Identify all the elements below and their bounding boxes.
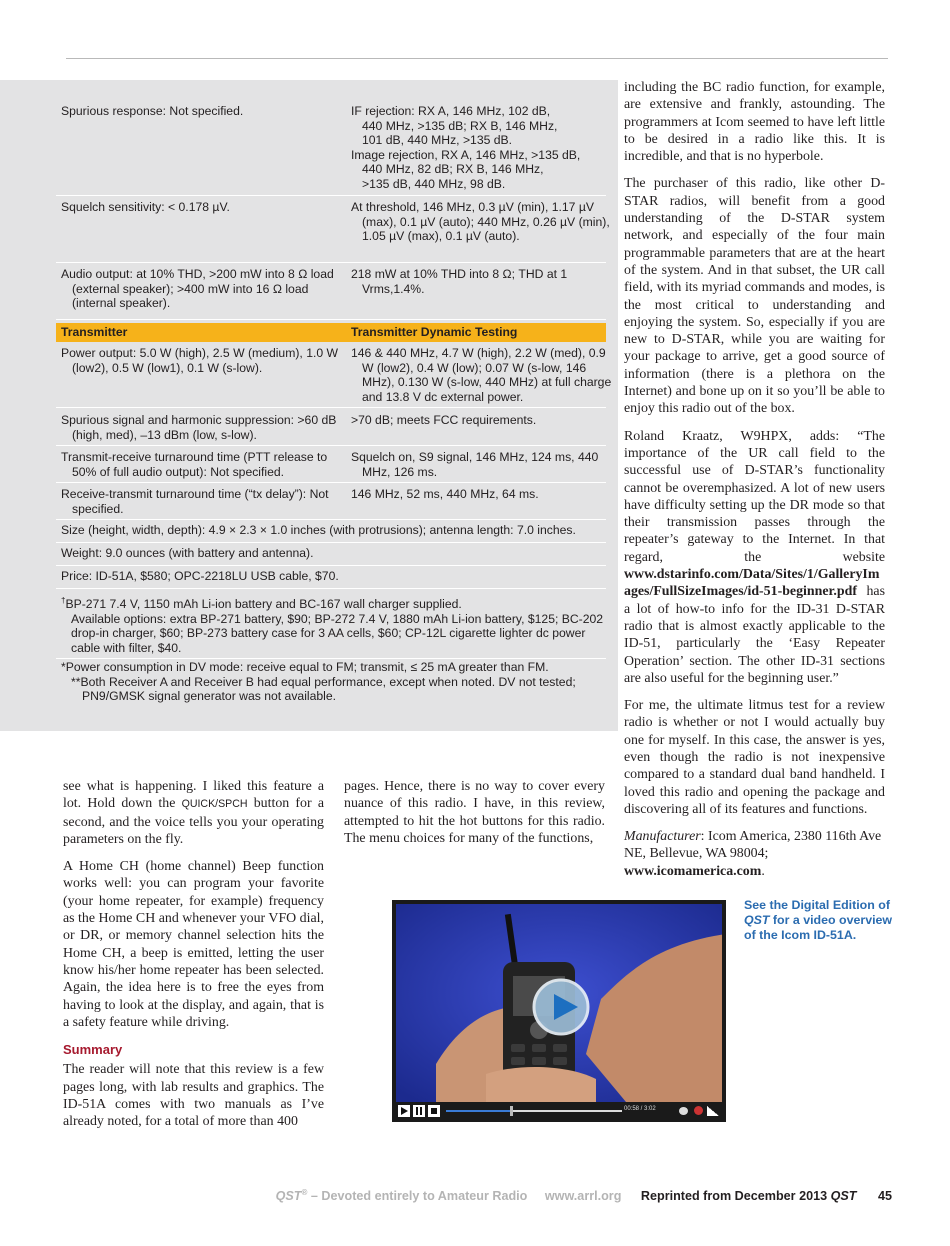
battery-note: BP-271 7.4 V, 1150 mAh Li-ion battery and BC-167 wall charger supplied. — [65, 597, 462, 612]
text-span: see what is happening. I liked this feature a lot. Hold down the — [63, 779, 324, 812]
spec-row — [56, 267, 606, 320]
spec-right-line: >135 dB, 440 MHz, 98 dB. — [362, 176, 506, 191]
seek-handle[interactable] — [510, 1106, 513, 1116]
spec-left: Spurious signal and harmonic suppression: >60 dB (high, med), –13 dBm (low, s-low). — [61, 413, 337, 442]
spec-right-line: IF rejection: RX A, 146 MHz, 102 dB, — [351, 104, 551, 118]
seek-bar[interactable] — [446, 1110, 622, 1112]
spec-left: Receive-transmit turnaround time (“tx delay”): Not specified. — [61, 487, 329, 516]
settings-icon[interactable] — [679, 1107, 688, 1115]
spec-left: Power output: 5.0 W (high), 2.5 W (medium), 1.0 W (low2), 0.5 W (low1), 0.1 W (s-low). — [61, 346, 339, 375]
text-span: . — [761, 863, 765, 879]
left-paragraph — [63, 778, 324, 848]
spec-right-line: 440 MHz, 82 dB; RX B, 146 MHz, — [362, 162, 544, 177]
page-number: 45 — [877, 1189, 892, 1204]
stop-icon — [431, 1108, 437, 1114]
power-note: *Power consumption in DV mode: receive equal to FM; transmit, ≤ 25 mA greater than FM. — [61, 660, 549, 674]
spec-left: Squelch sensitivity: < 0.178 µV. — [61, 200, 230, 214]
right-paragraph: including the BC radio function, for example, are extensive and frankly, astounding. The programmers at Icom seemed to have left little to be desired in a radio like this. It is incredible, and that is no hyperbole. — [624, 80, 885, 165]
spec-weight: Weight: 9.0 ounces (with battery and antenna). — [61, 546, 314, 560]
spec-left: Transmit-receive turnaround time (PTT release to 50% of full audio output): Not specified. — [61, 450, 328, 479]
spec-right: 146 & 440 MHz, 4.7 W (high), 2.2 W (med), 0.9 W (low2), 0.4 W (low); 0.07 W (s-low, 146 MHz), 0.130 W (s-low, 440 MHz) at full charge and 13.8 V dc external power. — [351, 346, 612, 404]
icom-link[interactable]: www.icomamerica.com — [624, 863, 762, 879]
volume-icon[interactable] — [707, 1106, 719, 1116]
spec-right-line: 440 MHz, >135 dB; RX B, 146 MHz, — [362, 118, 558, 133]
spec-row — [56, 200, 610, 263]
video-frame[interactable] — [396, 904, 722, 1102]
spec-right: At threshold, 146 MHz, 0.3 µV (min), 1.17 µV (max), 0.1 µV (auto); 440 MHz, 0.26 µV (min), 1.05 µV (max), 0.1 µV (auto). — [351, 200, 610, 244]
pause-icon — [416, 1107, 422, 1115]
spec-table — [0, 80, 618, 731]
spec-price: Price: ID-51A, $580; OPC-2218LU USB cable, $70. — [61, 569, 339, 583]
mute-icon[interactable] — [694, 1106, 703, 1115]
right-paragraph — [624, 428, 885, 687]
video-controls — [396, 1104, 722, 1118]
caption-text: for a video overview of the Icom ID-51A. — [744, 913, 893, 942]
spec-right: Squelch on, S9 signal, 146 MHz, 124 ms, 440 MHz, 126 ms. — [351, 450, 599, 479]
caption-text: See the Digital Edition of — [744, 898, 890, 912]
footer-tagline — [276, 1189, 528, 1203]
spec-left: Audio output: at 10% THD, >200 mW into 8 Ω load (external speaker); >400 mW into 16 Ω load (internal speaker). — [61, 267, 334, 311]
spec-right-line: Image rejection, RX A, 146 MHz, >135 dB, — [351, 147, 581, 162]
spec-row — [56, 569, 606, 589]
header-left: Transmitter — [61, 325, 128, 339]
right-paragraph: The purchaser of this radio, like other D-STAR radios, will benefit from a good understanding of the D-STAR system network, and especially of the four main programmable parameters that are at the heart of the system. And in that subset, the UR call field, with its myriad commands and modes, is the most critical to understanding and enjoying the system. So, especially if you are new to D-STAR, while you are waiting for your package to arrive, get a good source of information (there is a plethora on the Internet) and bone up on it so you’ll be able to enjoy this radio out of the box. — [624, 176, 885, 417]
header-right: Transmitter Dynamic Testing — [351, 325, 518, 339]
text-span: button for a second, and the voice tells you your operating parameters on the fly. — [63, 796, 324, 847]
spec-right: >70 dB; meets FCC requirements. — [351, 413, 537, 427]
spec-row — [56, 523, 606, 543]
manufacturer-paragraph — [624, 828, 885, 880]
footer-tagline-text: – Devoted entirely to Amateur Radio — [307, 1189, 528, 1204]
quick-spch-button-label: QUICK/SPCH — [181, 798, 248, 811]
transmitter-header — [56, 323, 606, 342]
spec-size: Size (height, width, depth): 4.9 × 2.3 × 1.0 inches (with protrusions); antenna length: 7.0 inches. — [61, 523, 576, 537]
middle-column — [344, 778, 605, 857]
stop-button[interactable] — [428, 1105, 440, 1117]
spec-row — [56, 450, 606, 483]
left-paragraph: A Home CH (home channel) Beep function works well: you can program your favorite (your home repeater, for example) frequency as the Home CH and whenever your VFO dial, or DR, or memory channel selection hits the Home CH, a beep is emitted, letting the user know his/her home repeater has been selected. Again, the idea here is to free the eyes from having to look at the display, and again, that is a safety feature while driving. — [63, 859, 324, 1030]
caption-qst: QST — [744, 913, 770, 927]
footer-reg: ® — [301, 1188, 308, 1197]
footer-url[interactable]: www.arrl.org — [544, 1189, 622, 1204]
spec-right — [351, 104, 609, 192]
spec-right-line: 101 dB, 440 MHz, >135 dB. — [362, 133, 513, 148]
play-control-icon — [401, 1107, 408, 1115]
spec-row — [56, 413, 606, 446]
left-paragraph: The reader will note that this review is a few pages long, with lab results and graphics. The ID-51A comes with two manuals as I’ve already noted, for a total of more than 400 — [63, 1062, 324, 1130]
right-paragraph: For me, the ultimate litmus test for a review radio is whether or not I would actually buy one for myself. In this case, the answer is yes, even though the radio is not inexpensive compared to a standard dual band handheld. I loved this radio and opening the package and discovering all of its features and functions. — [624, 698, 885, 817]
seek-progress — [446, 1110, 511, 1112]
footer-brand: QST — [275, 1189, 302, 1204]
top-rule — [66, 58, 888, 59]
spec-row — [56, 594, 606, 659]
spec-row — [56, 346, 612, 408]
left-column — [63, 778, 324, 1141]
spec-row — [56, 660, 606, 706]
play-button[interactable] — [398, 1105, 410, 1117]
footer-reprint-qst: QST — [830, 1189, 857, 1204]
video-caption — [744, 898, 894, 943]
spec-right: 218 mW at 10% THD into 8 Ω; THD at 1 Vrms,1.4%. — [351, 267, 568, 296]
spec-row — [56, 104, 606, 196]
manufacturer-label: Manufacturer — [624, 829, 701, 845]
video-time: 00:58 / 3:02 — [624, 1106, 656, 1112]
middle-paragraph: pages. Hence, there is no way to cover every nuance of this radio. I have, in this review, attempted to hit the hot buttons for this radio. The menu choices for many of the functions, — [344, 779, 605, 846]
right-column — [624, 79, 885, 890]
text-span: has a lot of how-to info for the ID-31 D-STAR radio that is almost exactly applicable to the ID-51, particularly the ‘Easy Repeater Operation’ section. The other ID-31 sections are also useful for the beginning user.” — [624, 584, 885, 686]
summary-heading: Summary — [63, 1042, 123, 1058]
footer-reprint — [641, 1189, 857, 1203]
video-thumbnail — [396, 904, 722, 1102]
text-span: : Icom America, 2380 116th Ave NE, Bellevue, WA 98004; — [624, 829, 882, 862]
spec-row — [56, 487, 606, 520]
text-span: Roland Kraatz, W9HPX, adds: “The importance of the UR call field to the successful use of D-STAR’s functionality cannot be overemphasized. A lot of new users have difficulty setting up the DR mode so that their transmission passes through the repeater’s gateway to the Internet. In that regard, the website — [624, 428, 885, 565]
receiver-note: **Both Receiver A and Receiver B had equal performance, except when noted. DV not tested; PN9/GMSK signal generator was not available. — [71, 674, 576, 704]
spec-footnote-power — [61, 660, 606, 704]
pause-button[interactable] — [413, 1105, 425, 1117]
options-note: Available options: extra BP-271 battery, $90; BP-272 7.4 V, 1880 mAh Li-ion battery, $125; BC-202 drop-in charger, $60; BP-273 battery case for 3 AA cells, $60; CP-12L cigarette lighter dc power cable with filter, $40. — [71, 611, 604, 655]
spec-row — [56, 546, 606, 566]
spec-footnote-battery — [61, 594, 606, 655]
page-footer — [0, 1188, 892, 1203]
dstarinfo-link[interactable]: www.dstarinfo.com/Data/Sites/1/GalleryImages/FullSizeImages/id-51-beginner.pdf — [624, 567, 880, 600]
footer-reprint-text: Reprinted from December 2013 — [640, 1189, 831, 1204]
spec-right: 146 MHz, 52 ms, 440 MHz, 64 ms. — [351, 487, 539, 501]
spec-left: Spurious response: Not specified. — [61, 104, 244, 118]
video-player[interactable] — [392, 900, 726, 1122]
dagger-mark: † — [61, 596, 66, 605]
